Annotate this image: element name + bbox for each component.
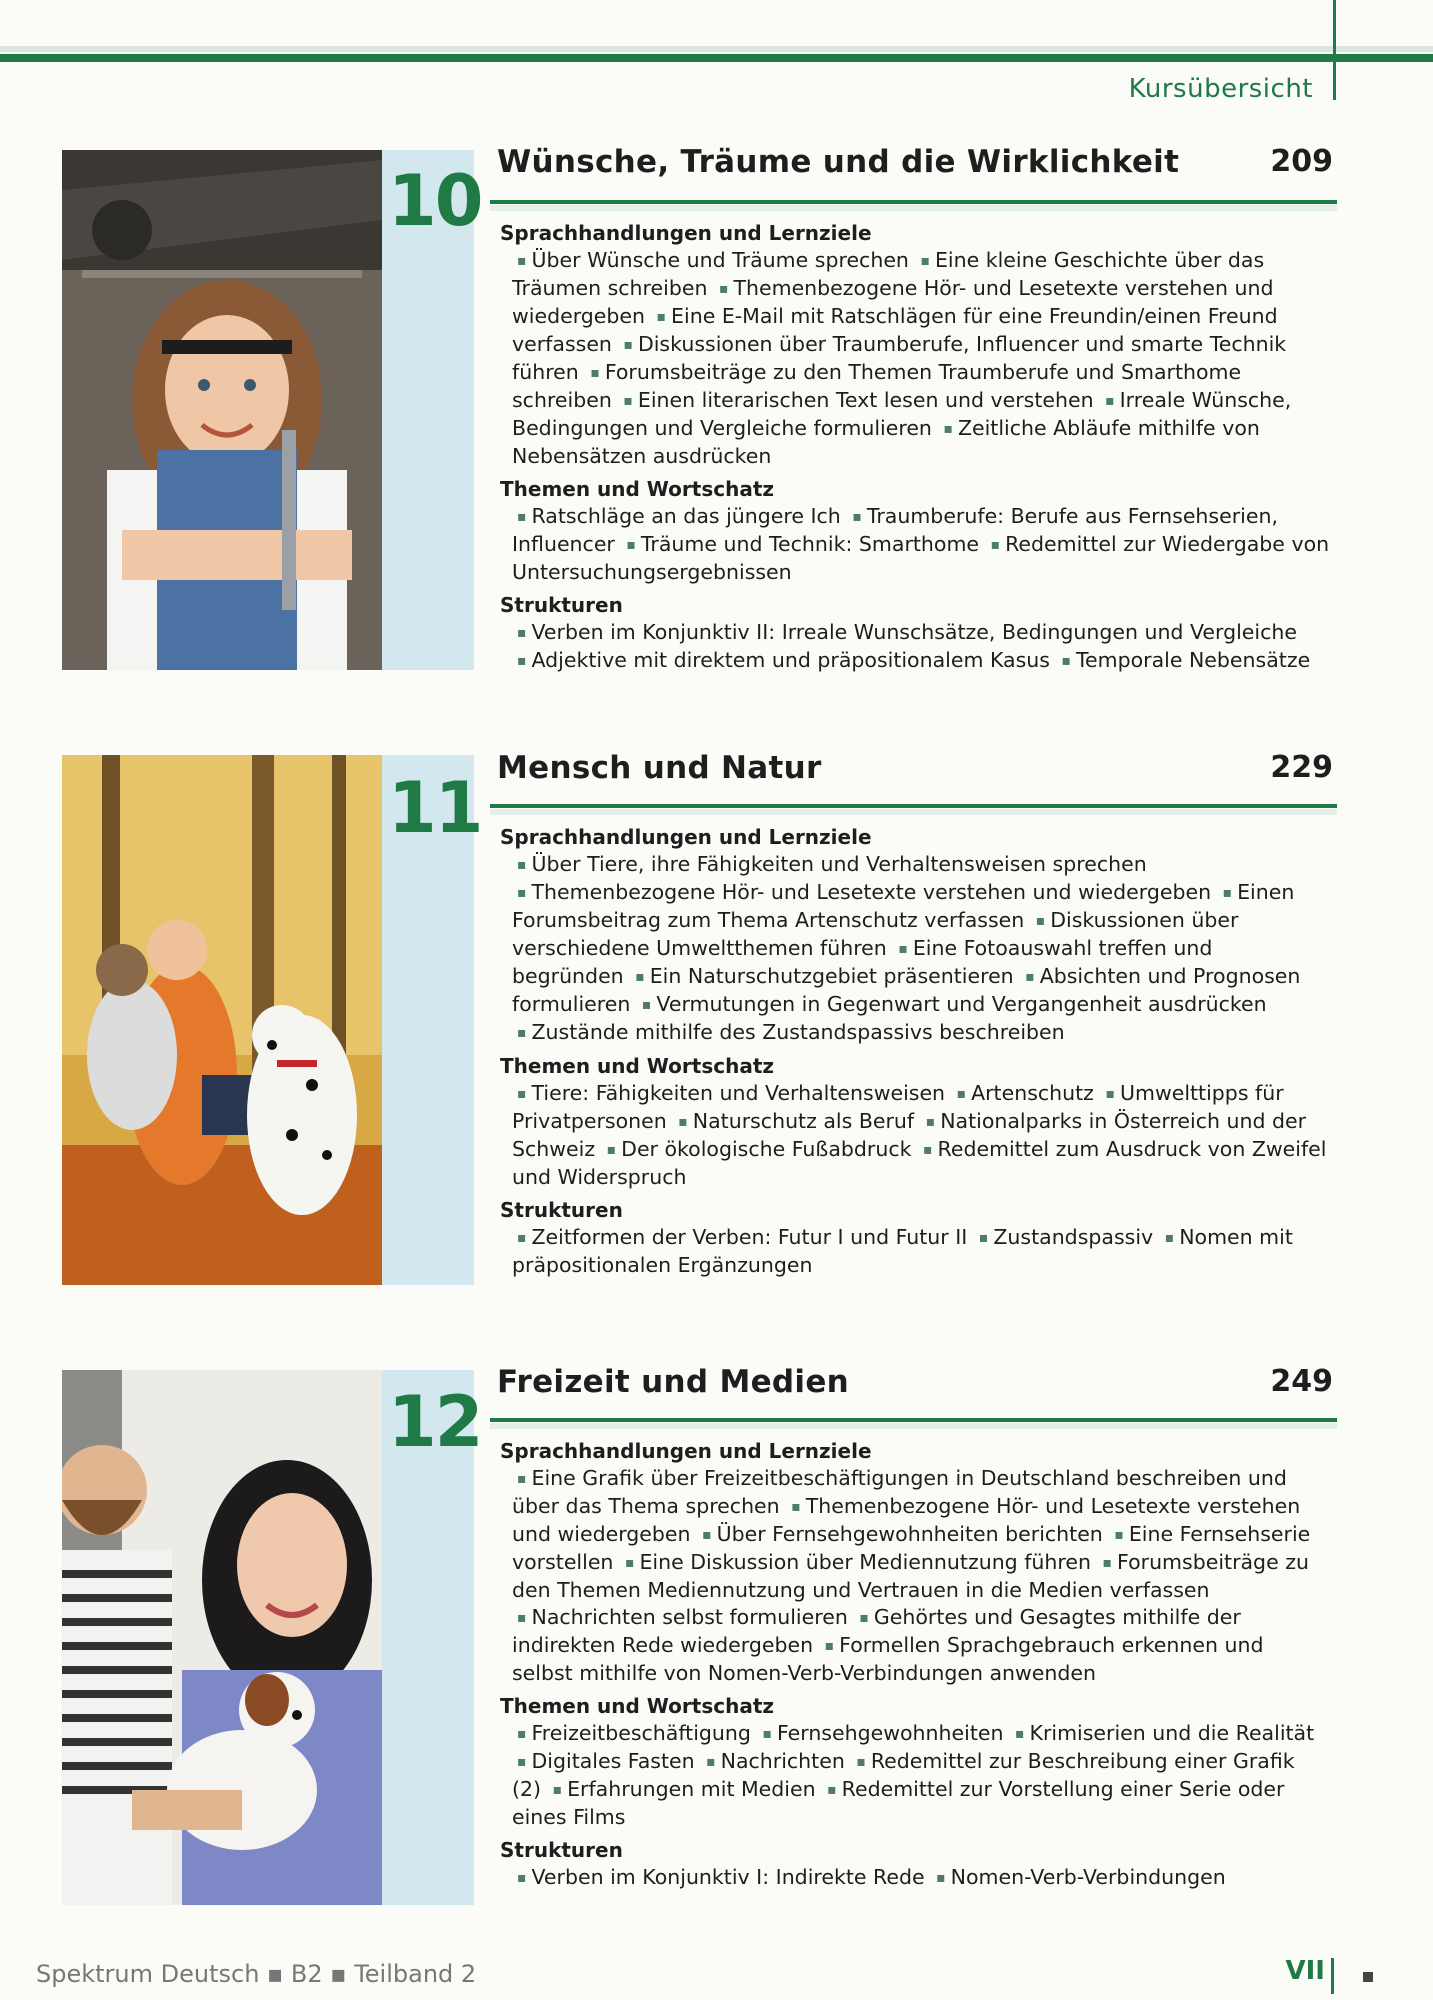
section-items bbox=[512, 247, 1330, 470]
section-heading: Strukturen bbox=[500, 593, 623, 617]
unit-10-title-rule-shadow bbox=[490, 205, 1337, 211]
unit-12-title-rule-shadow bbox=[490, 1423, 1337, 1429]
list-item: ▪ Naturschutz als Beruf bbox=[673, 1109, 914, 1133]
section-heading: Strukturen bbox=[500, 1838, 623, 1862]
unit-10-title: Wünsche, Träume und die Wirklichkeit bbox=[497, 144, 1180, 180]
list-item: ▪ Forumsbeiträge zu den Themen Traumberufe und Smarthome schreiben bbox=[512, 360, 1241, 412]
list-item: ▪ Eine Fotoauswahl treffen und begründen bbox=[512, 936, 1212, 988]
list-item: ▪ Einen Forumsbeitrag zum Thema Artenschutz verfassen bbox=[512, 880, 1294, 932]
list-item: ▪ Redemittel zum Ausdruck von Zweifel und Widerspruch bbox=[512, 1137, 1327, 1189]
unit-11-title-rule bbox=[490, 804, 1337, 808]
list-item: ▪ Über Tiere, ihre Fähigkeiten und Verhaltensweisen sprechen bbox=[512, 852, 1147, 876]
list-item: ▪ Adjektive mit direktem und präpositionalem Kasus bbox=[512, 648, 1050, 672]
section-items bbox=[512, 619, 1330, 675]
list-item: ▪ Erfahrungen mit Medien bbox=[548, 1777, 816, 1801]
section-items bbox=[512, 1720, 1330, 1831]
list-item: ▪ Eine Grafik über Freizeitbeschäftigungen in Deutschland beschreiben und über das Thema sprechen bbox=[512, 1466, 1287, 1518]
list-item: ▪ Tiere: Fähigkeiten und Verhaltensweisen bbox=[512, 1081, 945, 1105]
list-item: ▪ Ein Naturschutzgebiet präsentieren bbox=[630, 964, 1013, 988]
list-item: ▪ Vermutungen in Gegenwart und Vergangenheit ausdrücken bbox=[637, 992, 1267, 1016]
list-item: ▪ Forumsbeiträge zu den Themen Mediennutzung und Vertrauen in die Medien verfassen bbox=[512, 1550, 1309, 1602]
list-item: ▪ Artenschutz bbox=[952, 1081, 1094, 1105]
list-item: ▪ Redemittel zur Beschreibung einer Grafik (2) bbox=[512, 1749, 1295, 1801]
list-item: ▪ Redemittel zur Vorstellung einer Serie oder eines Films bbox=[512, 1777, 1284, 1829]
list-item: ▪ Eine kleine Geschichte über das Träumen schreiben bbox=[512, 248, 1264, 300]
list-item: ▪ Zustände mithilfe des Zustandspassivs beschreiben bbox=[512, 1020, 1065, 1044]
section-items bbox=[512, 1224, 1330, 1279]
list-item: ▪ Gehörtes und Gesagtes mithilfe der indirekten Rede wiedergeben bbox=[512, 1605, 1241, 1657]
unit-11-title: Mensch und Natur bbox=[497, 750, 822, 786]
section-heading: Themen und Wortschatz bbox=[500, 1694, 775, 1718]
list-item: ▪ Absichten und Prognosen formulieren bbox=[512, 964, 1300, 1016]
unit-12-title: Freizeit und Medien bbox=[497, 1364, 850, 1400]
list-item: ▪ Nachrichten selbst formulieren bbox=[512, 1605, 848, 1629]
unit-11-photo bbox=[62, 755, 382, 1285]
unit-10-page[interactable]: 209 bbox=[1270, 144, 1333, 179]
list-item: ▪ Nomen mit präpositionalen Ergänzungen bbox=[512, 1225, 1293, 1277]
section-heading: Themen und Wortschatz bbox=[500, 1054, 775, 1078]
section-items bbox=[512, 1864, 1330, 1892]
section-items bbox=[512, 851, 1330, 1047]
unit-10-title-rule bbox=[490, 200, 1337, 204]
list-item: ▪ Digitales Fasten bbox=[512, 1749, 695, 1773]
list-item: ▪ Umwelttipps für Privatpersonen bbox=[512, 1081, 1284, 1133]
list-item: ▪ Themenbezogene Hör- und Lesetexte verstehen und wiedergeben bbox=[512, 880, 1211, 904]
top-rule-light bbox=[0, 46, 1433, 52]
list-item: ▪ Der ökologische Fußabdruck bbox=[602, 1137, 912, 1161]
section-items bbox=[512, 1465, 1330, 1687]
list-item: ▪ Zustandspassiv bbox=[974, 1225, 1153, 1249]
unit-12-page[interactable]: 249 bbox=[1270, 1364, 1333, 1399]
section-heading: Strukturen bbox=[500, 1198, 623, 1222]
list-item: ▪ Eine Fernsehserie vorstellen bbox=[512, 1522, 1310, 1574]
top-margin-mark bbox=[1333, 0, 1336, 100]
footer-book-title: Spektrum Deutsch ▪ B2 ▪ Teilband 2 bbox=[36, 1960, 477, 1988]
top-rule bbox=[0, 54, 1433, 62]
running-header: Kursübersicht bbox=[1128, 74, 1313, 104]
unit-11-title-rule-shadow bbox=[490, 809, 1337, 815]
section-heading: Sprachhandlungen und Lernziele bbox=[500, 1439, 872, 1463]
section-heading: Sprachhandlungen und Lernziele bbox=[500, 825, 872, 849]
list-item: ▪ Eine Diskussion über Mediennutzung führen bbox=[620, 1550, 1091, 1574]
footer-square-mark bbox=[1363, 1972, 1373, 1982]
list-item: ▪ Fernsehgewohnheiten bbox=[757, 1721, 1003, 1745]
unit-10-number: 10 bbox=[388, 160, 482, 242]
list-item: ▪ Krimiserien und die Realität bbox=[1010, 1721, 1314, 1745]
list-item: ▪ Verben im Konjunktiv I: Indirekte Rede bbox=[512, 1865, 925, 1889]
list-item: ▪ Einen literarischen Text lesen und verstehen bbox=[618, 388, 1093, 412]
unit-12-title-rule bbox=[490, 1418, 1337, 1422]
list-item: ▪ Traumberufe: Berufe aus Fernsehserien, Influencer bbox=[512, 504, 1278, 556]
list-item: ▪ Verben im Konjunktiv II: Irreale Wunschsätze, Bedingungen und Vergleiche bbox=[512, 620, 1297, 644]
section-items bbox=[512, 1080, 1330, 1191]
unit-11-number: 11 bbox=[388, 767, 482, 849]
unit-10-photo bbox=[62, 150, 382, 670]
list-item: ▪ Freizeitbeschäftigung bbox=[512, 1721, 751, 1745]
list-item: ▪ Diskussionen über verschiedene Umweltthemen führen bbox=[512, 908, 1238, 960]
section-items bbox=[512, 503, 1330, 586]
list-item: ▪ Zeitformen der Verben: Futur I und Futur II bbox=[512, 1225, 967, 1249]
list-item: ▪ Diskussionen über Traumberufe, Influencer und smarte Technik führen bbox=[512, 332, 1286, 384]
unit-12-number: 12 bbox=[388, 1381, 482, 1463]
unit-12-content bbox=[500, 1438, 1330, 1898]
list-item: ▪ Formellen Sprachgebrauch erkennen und selbst mithilfe von Nomen-Verb-Verbindungen anwenden bbox=[512, 1633, 1264, 1685]
unit-11-page[interactable]: 229 bbox=[1270, 750, 1333, 785]
list-item: ▪ Nomen-Verb-Verbindungen bbox=[931, 1865, 1226, 1889]
list-item: ▪ Träume und Technik: Smarthome bbox=[621, 532, 979, 556]
list-item: ▪ Themenbezogene Hör- und Lesetexte verstehen und wiedergeben bbox=[512, 1494, 1300, 1546]
unit-12-photo bbox=[62, 1370, 382, 1905]
footer-divider bbox=[1331, 1958, 1334, 1994]
list-item: ▪ Zeitliche Abläufe mithilfe von Nebensätzen ausdrücken bbox=[512, 416, 1260, 468]
section-heading: Sprachhandlungen und Lernziele bbox=[500, 221, 872, 245]
unit-11-content bbox=[500, 824, 1330, 1285]
list-item: ▪ Über Fernsehgewohnheiten berichten bbox=[697, 1522, 1103, 1546]
list-item: ▪ Irreale Wünsche, Bedingungen und Vergleiche formulieren bbox=[512, 388, 1291, 440]
unit-10-content bbox=[500, 220, 1330, 681]
list-item: ▪ Eine E-Mail mit Ratschlägen für eine Freundin/einen Freund verfassen bbox=[512, 304, 1278, 356]
section-heading: Themen und Wortschatz bbox=[500, 477, 775, 501]
footer-page-number: VII bbox=[1285, 1956, 1325, 1986]
list-item: ▪ Nachrichten bbox=[701, 1749, 845, 1773]
list-item: ▪ Redemittel zur Wiedergabe von Untersuchungsergebnissen bbox=[512, 532, 1329, 584]
list-item: ▪ Über Wünsche und Träume sprechen bbox=[512, 248, 909, 272]
list-item: ▪ Nationalparks in Österreich und der Schweiz bbox=[512, 1109, 1306, 1161]
list-item: ▪ Themenbezogene Hör- und Lesetexte verstehen und wiedergeben bbox=[512, 276, 1274, 328]
list-item: ▪ Ratschläge an das jüngere Ich bbox=[512, 504, 841, 528]
list-item: ▪ Temporale Nebensätze bbox=[1056, 648, 1310, 672]
